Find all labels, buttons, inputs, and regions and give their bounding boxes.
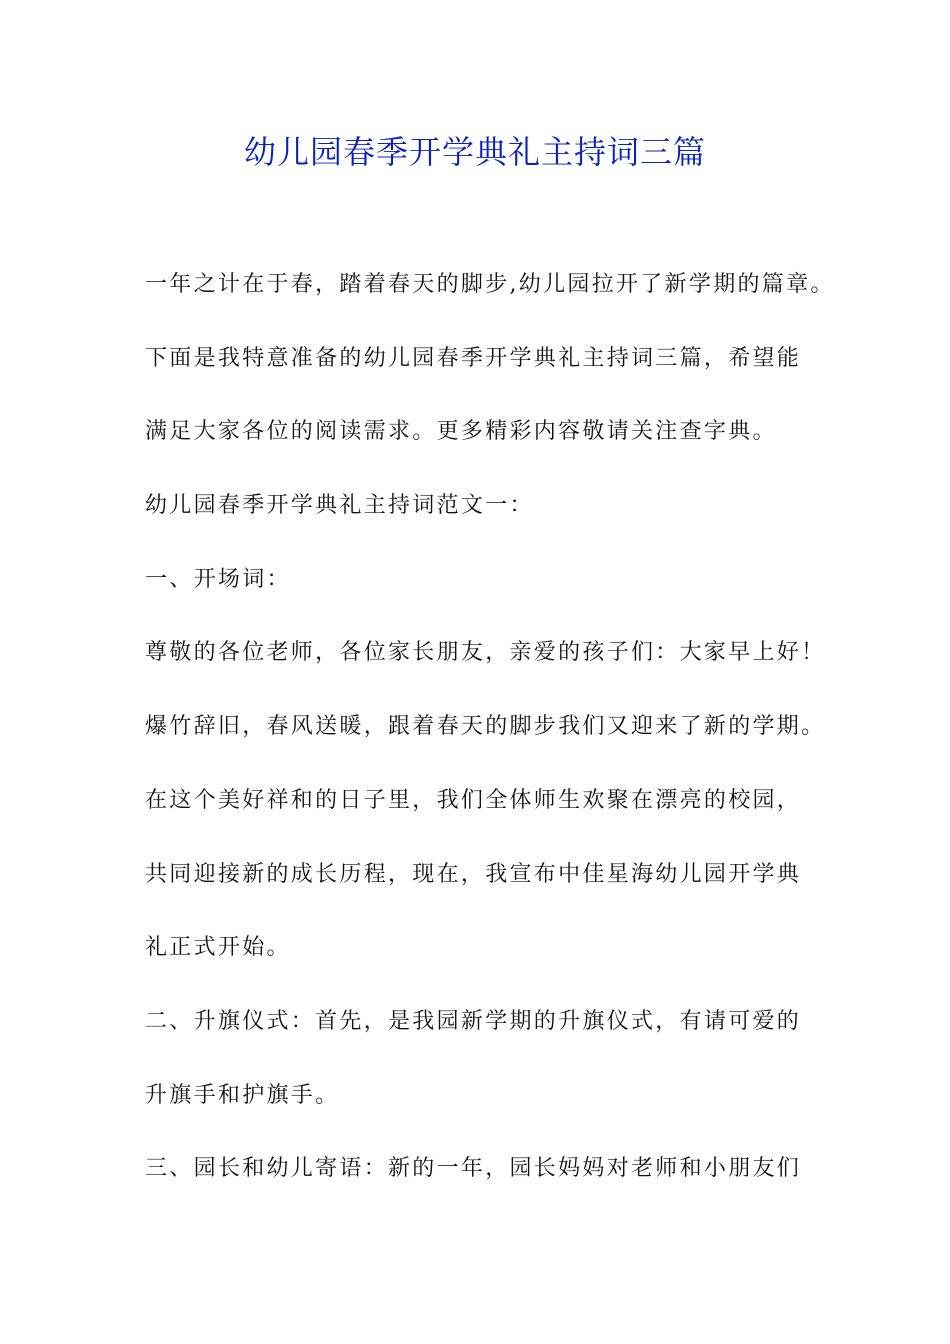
paragraph-line: 在这个美好祥和的日子里，我们全体师生欢聚在漂亮的校园，	[145, 787, 802, 813]
paragraph-line: 一年之计在于春，踏着春天的脚步,幼儿园拉开了新学期的篇章。	[145, 272, 835, 297]
document-body	[145, 262, 835, 1220]
paragraph-line: 二、升旗仪式：首先，是我园新学期的升旗仪式，有请可爱的	[145, 1008, 802, 1034]
paragraph-line: 三、园长和幼儿寄语：新的一年，园长妈妈对老师和小朋友们	[145, 1156, 802, 1182]
paragraph-line: 下面是我特意准备的幼儿园春季开学典礼主持词三篇，希望能	[145, 345, 802, 371]
document-title: 幼儿园春季开学典礼主持词三篇	[243, 133, 706, 171]
paragraph-line: 爆竹辞旧，春风送暖，跟着春天的脚步我们又迎来了新的学期。	[145, 714, 826, 740]
section-heading: 幼儿园春季开学典礼主持词范文一：	[145, 493, 534, 519]
paragraph-line: 礼正式开始。	[145, 935, 291, 961]
section-heading: 一、开场词：	[145, 566, 291, 592]
paragraph-line: 满足大家各位的阅读需求。更多精彩内容敬请关注查字典。	[145, 419, 777, 445]
paragraph-line: 共同迎接新的成长历程，现在，我宣布中佳星海幼儿园开学典	[145, 861, 802, 887]
paragraph-line: 尊敬的各位老师，各位家长朋友，亲爱的孩子们：大家早上好！	[145, 640, 826, 666]
paragraph-line: 升旗手和护旗手。	[145, 1082, 340, 1108]
